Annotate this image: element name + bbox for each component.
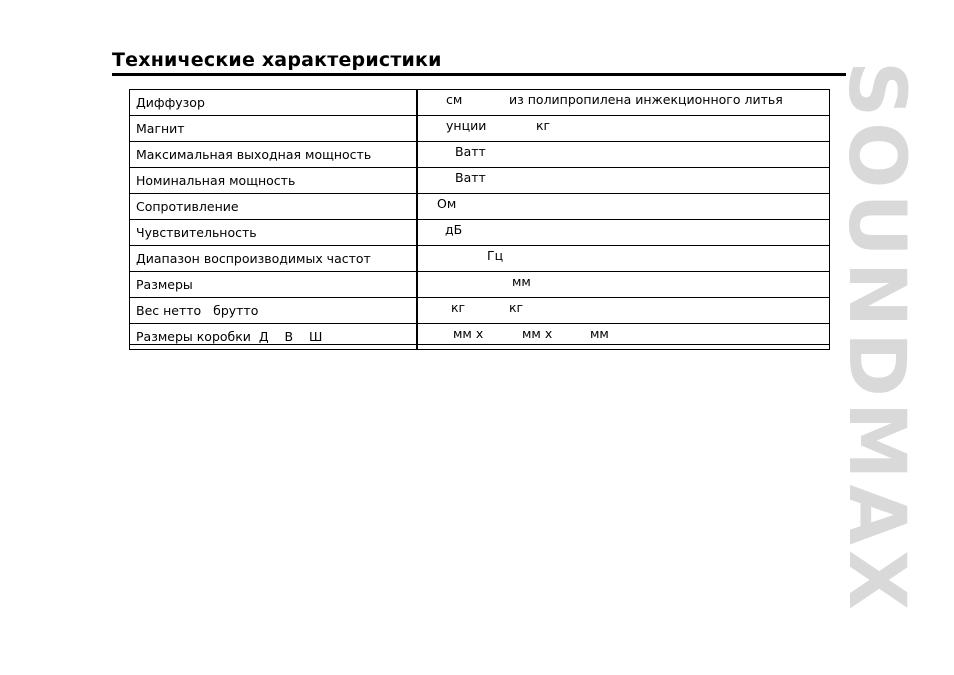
spec-unit: мм x [453,326,484,341]
spec-value [417,116,830,142]
page-title: Технические характеристики [112,49,442,71]
spec-value [417,272,830,298]
spec-unit: мм [590,326,609,341]
table-row [130,246,830,272]
spec-name: Размеры коробки Д В Ш [130,324,418,350]
spec-name: Диапазон воспроизводимых частот [130,246,418,272]
spec-name: Чувствительность [130,220,418,246]
spec-unit: мм [512,274,531,289]
spec-value [417,194,830,220]
spec-unit: мм x [522,326,553,341]
table-row [130,298,830,324]
brand-logo-text: SOUNDMAX [831,61,921,615]
title-divider [112,73,846,76]
table-row [130,90,830,116]
spec-value [417,220,830,246]
spec-value [417,168,830,194]
table-row [130,272,830,298]
brand-watermark [831,44,921,632]
spec-unit: унции [446,118,487,133]
table-row [130,168,830,194]
spec-name: Номинальная мощность [130,168,418,194]
spec-unit: кг [536,118,551,133]
spec-name: Вес нетто брутто [130,298,418,324]
spec-unit: см [446,92,463,107]
spec-name: Диффузор [130,90,418,116]
spec-unit: кг [509,300,524,315]
spec-value [417,246,830,272]
spec-unit: Ватт [455,170,486,185]
table-row [130,324,830,350]
spec-table [129,89,830,350]
spec-unit: Ватт [455,144,486,159]
spec-unit: из полипропилена инжекционного литья [509,92,783,107]
table-row [130,116,830,142]
spec-value [417,298,830,324]
table-row [130,220,830,246]
spec-name: Максимальная выходная мощность [130,142,418,168]
spec-name: Магнит [130,116,418,142]
table-row [130,142,830,168]
spec-name: Размеры [130,272,418,298]
spec-value [417,324,830,350]
spec-unit: Ом [437,196,457,211]
spec-value [417,142,830,168]
spec-name: Сопротивление [130,194,418,220]
spec-value [417,90,830,116]
table-row [130,194,830,220]
spec-unit: дБ [445,222,463,237]
spec-unit: Гц [487,248,504,263]
spec-unit: кг [451,300,466,315]
